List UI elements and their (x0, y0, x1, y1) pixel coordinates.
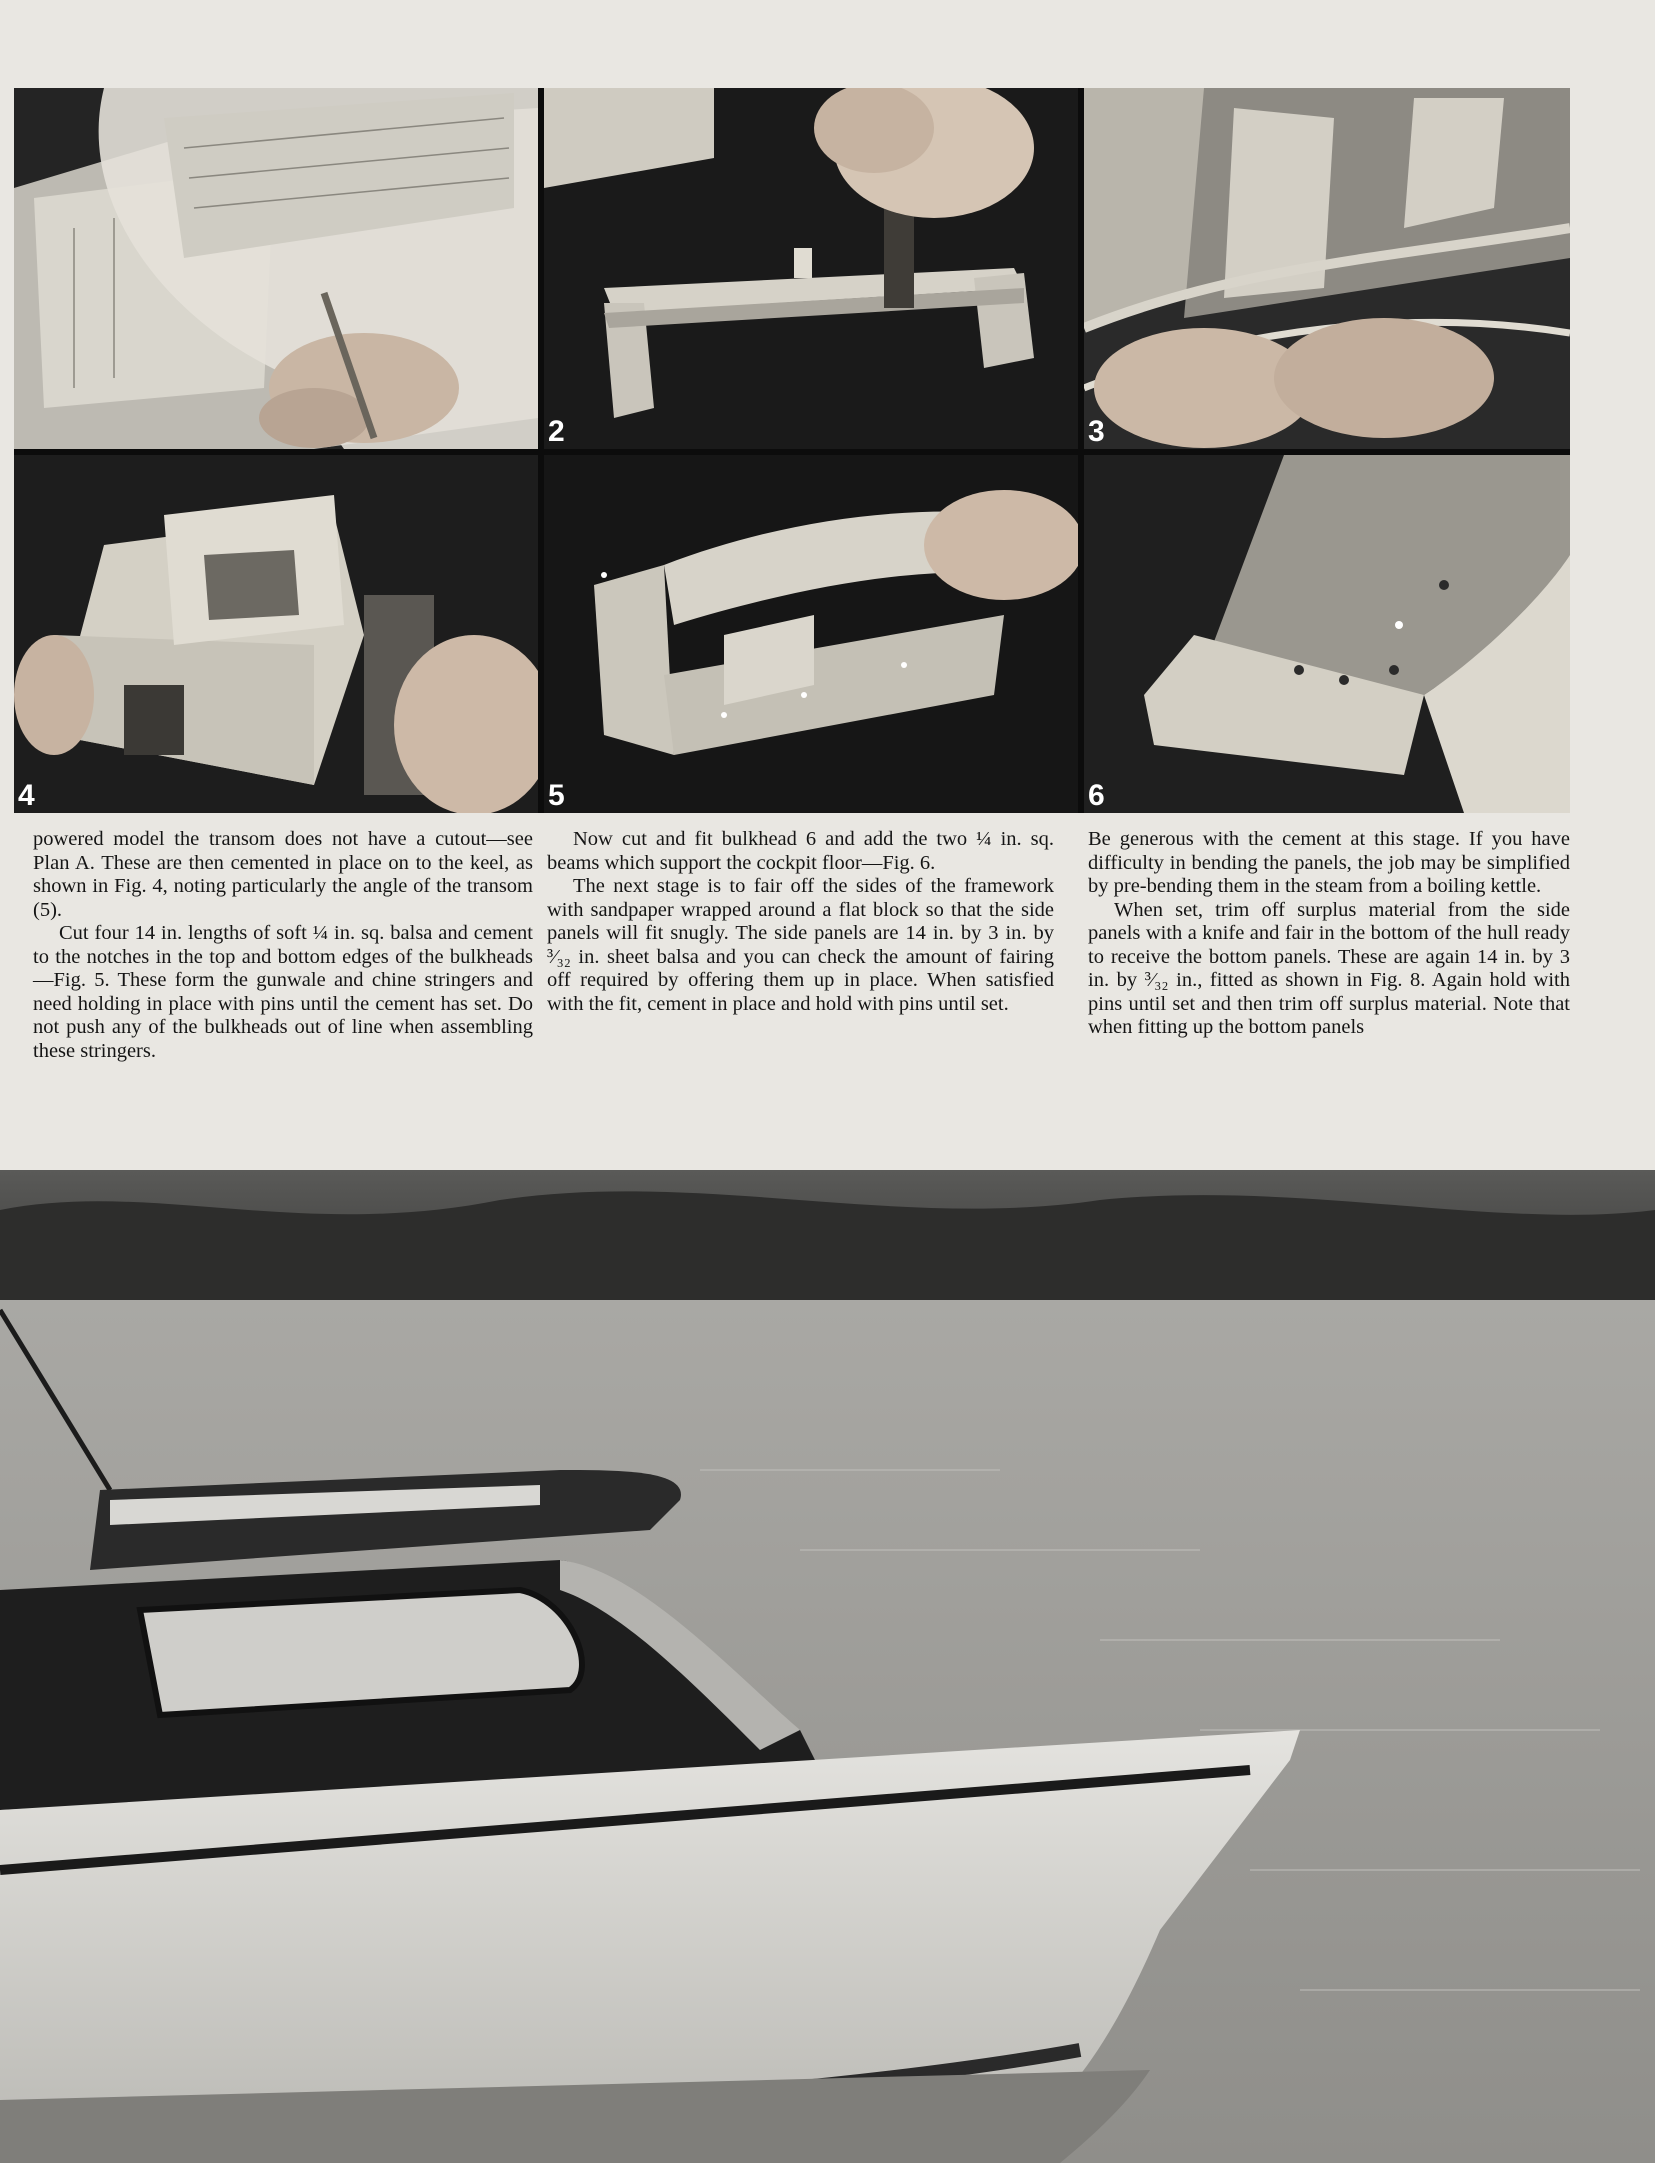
figure-6-photo (1084, 455, 1570, 813)
figure-3-photo (1084, 88, 1570, 449)
paragraph: Now cut and fit bulkhead 6 and add the two ¼ in. sq. beams which support the cockpit floor—Fig. 6. (547, 828, 1054, 874)
figure-6-number: 6 (1088, 779, 1105, 812)
figure-2-photo (544, 88, 1078, 449)
figure-2-number: 2 (548, 415, 565, 448)
photo-grid (14, 88, 1570, 813)
text-column-3 (1088, 828, 1570, 1040)
text-column-2 (547, 828, 1054, 1016)
figure-5-photo (544, 455, 1078, 813)
figure-5-number: 5 (548, 779, 565, 812)
figure-4-photo (14, 455, 538, 813)
paragraph: powered model the transom does not have a cutout—see Plan A. These are then cemented in place on to the keel, as shown in Fig. 4, noting particularly the angle of the transom (5). (33, 828, 533, 921)
figure-4-number: 4 (18, 779, 35, 812)
paragraph: Be generous with the cement at this stage. If you have difficulty in bending the panels, the job may be simplified by pre-bending them in the steam from a boiling kettle. (1088, 828, 1570, 897)
paragraph: When set, trim off surplus material from the side panels with a knife and fair in the bottom of the hull ready to receive the bottom panels. These are again 14 in. by 3 in. by ³⁄₃₂ in., fitted as shown in Fig. 8. Again hold with pins until set and then trim off surplus material. Note that when fitting up the bottom panels (1088, 898, 1570, 1038)
text-column-1 (33, 828, 533, 1063)
figure-3-number: 3 (1088, 415, 1105, 448)
figure-1-photo (14, 88, 538, 449)
paragraph: Cut four 14 in. lengths of soft ¼ in. sq. balsa and cement to the notches in the top and bottom edges of the bulkheads—Fig. 5. These form the gunwale and chine stringers and need holding in place with pins until the cement has set. Do not push any of the bulkheads out of line when assembling these stringers. (33, 922, 533, 1062)
boat-on-water-photo (0, 1170, 1655, 2163)
paragraph: The next stage is to fair off the sides of the framework with sandpaper wrapped around a flat block so that the side panels will fit snugly. The side panels are 14 in. by 3 in. by ³⁄₃₂ in. sheet balsa and you can check the amount of fairing off required by offering them up in place. When satisfied with the fit, cement in place and hold with pins until set. (547, 875, 1054, 1015)
